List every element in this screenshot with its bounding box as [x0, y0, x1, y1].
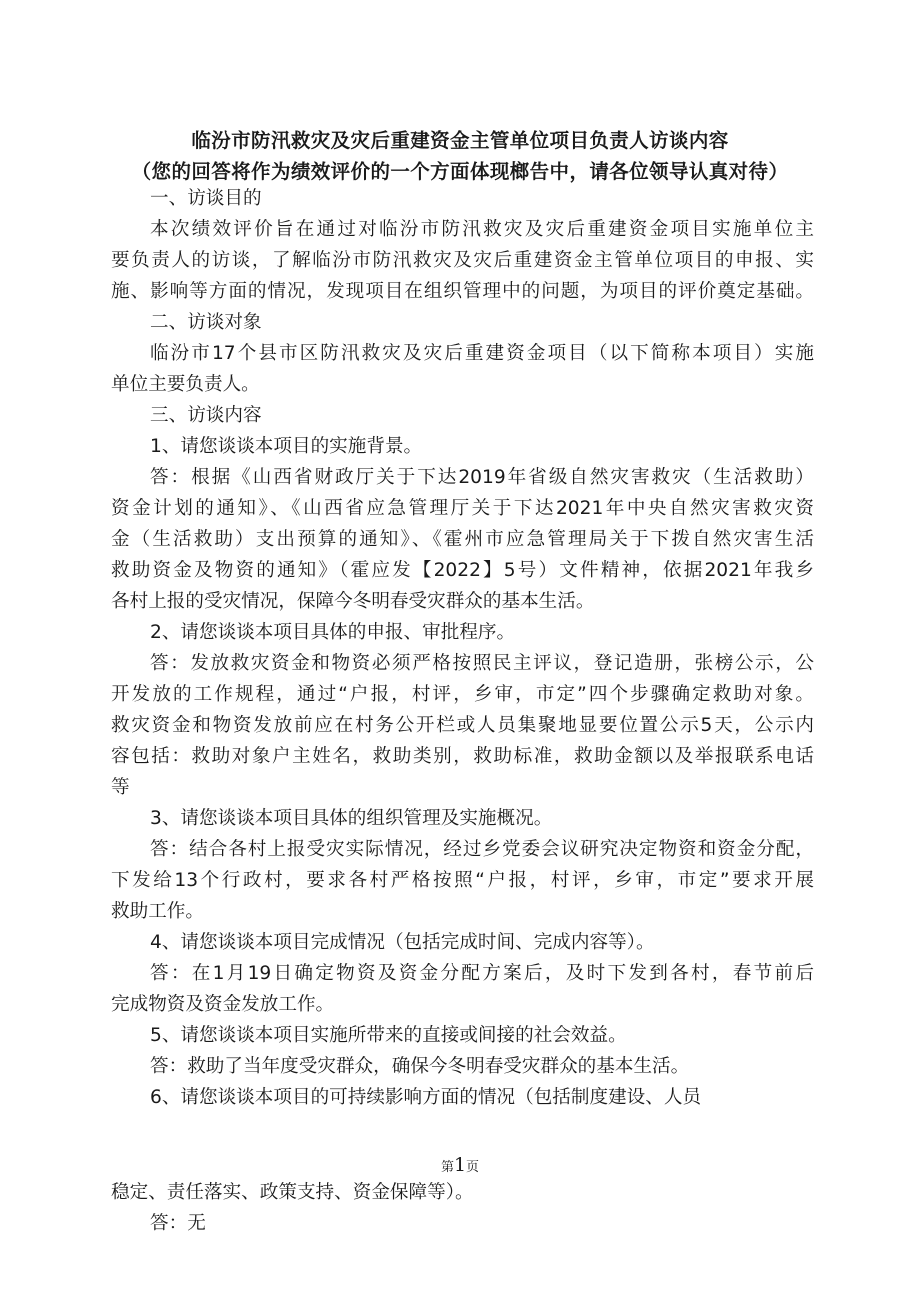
answer-line: 救助工作。 — [111, 901, 204, 922]
answer-line: 答：结合各村上报受灾实际情况，经过乡党委会议研究决定物资和资金分配， — [150, 839, 814, 860]
section-heading-subject: 二、访谈对象 — [150, 312, 262, 333]
page-number-prefix: 第 — [440, 1160, 454, 1175]
question-5: 5、请您谈谈本项目实施所带来的直接或间接的社会效益。 — [150, 1025, 627, 1046]
answer-line: 答：发放救灾资金和物资必须严格按照民主评议，登记造册，张榜公示，公 — [150, 653, 814, 674]
answer-line: 等 — [111, 777, 130, 798]
page-number — [0, 1154, 920, 1176]
document-subtitle: （您的回答将作为绩效评价的一个方面体现榔告中，请各位领导认真对待） — [131, 160, 789, 183]
answer-line: 各村上报的受灾情况，保障今冬明春受灾群众的基本生活。 — [111, 591, 595, 612]
answer-line: 答：在1月19日确定物资及资金分配方案后，及时下发到各村，春节前后 — [150, 963, 814, 984]
answer-line: 答：根据《山西省财政厅关于下达2019年省级自然灾害救灾（生活救助） — [150, 467, 814, 488]
question-1: 1、请您谈谈本项目的实施背景。 — [150, 436, 423, 457]
answer-line: 开发放的工作规程，通过“户报，村评，乡审，市定”四个步骤确定救助对象。 — [111, 684, 814, 705]
paragraph-line: 施、影响等方面的情况，发现项目在组织管理中的问题，为项目的评价奠定基础。 — [111, 281, 814, 302]
answer-line: 资金计划的通知》、《山西省应急管理厅关于下达2021年中央自然灾害救灾资 — [111, 498, 814, 519]
answer-line: 下发给13个行政村，要求各村严格按照“户报，村评，乡审，市定”要求开展 — [111, 870, 814, 891]
page-number-value: 1 — [453, 1154, 467, 1176]
paragraph-line: 单位主要负责人。 — [111, 374, 260, 395]
answer-line: 答：救助了当年度受灾群众，确保今冬明春受灾群众的基本生活。 — [150, 1056, 690, 1077]
section-heading-content: 三、访谈内容 — [150, 405, 262, 426]
question-4: 4、请您谈谈本项目完成情况（包括完成时间、完成内容等）。 — [150, 932, 655, 953]
next-page-answer: 答：无 — [150, 1213, 206, 1234]
section-heading-purpose: 一、访谈目的 — [150, 188, 262, 209]
paragraph-line: 要负责人的访谈，了解临汾市防汛救灾及灾后重建资金主管单位项目的申报、实 — [111, 250, 814, 271]
next-page-line: 稳定、责任落实、政策支持、资金保障等）。 — [111, 1182, 474, 1203]
answer-line: 完成物资及资金发放工作。 — [111, 994, 335, 1015]
question-3: 3、请您谈谈本项目具体的组织管理及实施概况。 — [150, 808, 553, 829]
answer-line: 救灾资金和物资发放前应在村务公开栏或人员集聚地显要位置公示5天，公示内 — [111, 715, 814, 736]
answer-line: 金（生活救助）支出预算的通知》、《霍州市应急管理局关于下拨自然灾害生活 — [111, 529, 814, 550]
answer-line: 救助资金及物资的通知》（霍应发【2022】5号）文件精神，依据2021年我乡 — [111, 560, 814, 581]
page-number-suffix: 页 — [466, 1160, 480, 1175]
paragraph-line: 本次绩效评价旨在通过对临汾市防汛救灾及灾后重建资金项目实施单位主 — [150, 219, 814, 240]
question-2: 2、请您谈谈本项目具体的申报、审批程序。 — [150, 622, 516, 643]
answer-line: 容包括：救助对象户主姓名，救助类别，救助标准，救助金额以及举报联系电话 — [111, 746, 814, 767]
document-title: 临汾市防汛救灾及灾后重建资金主管单位项目负责人访谈内容 — [191, 129, 729, 152]
paragraph-line: 临汾市17个县市区防汛救灾及灾后重建资金项目（以下简称本项目）实施 — [150, 343, 814, 364]
question-6: 6、请您谈谈本项目的可持续影响方面的情况（包括制度建设、人员 — [150, 1087, 702, 1108]
